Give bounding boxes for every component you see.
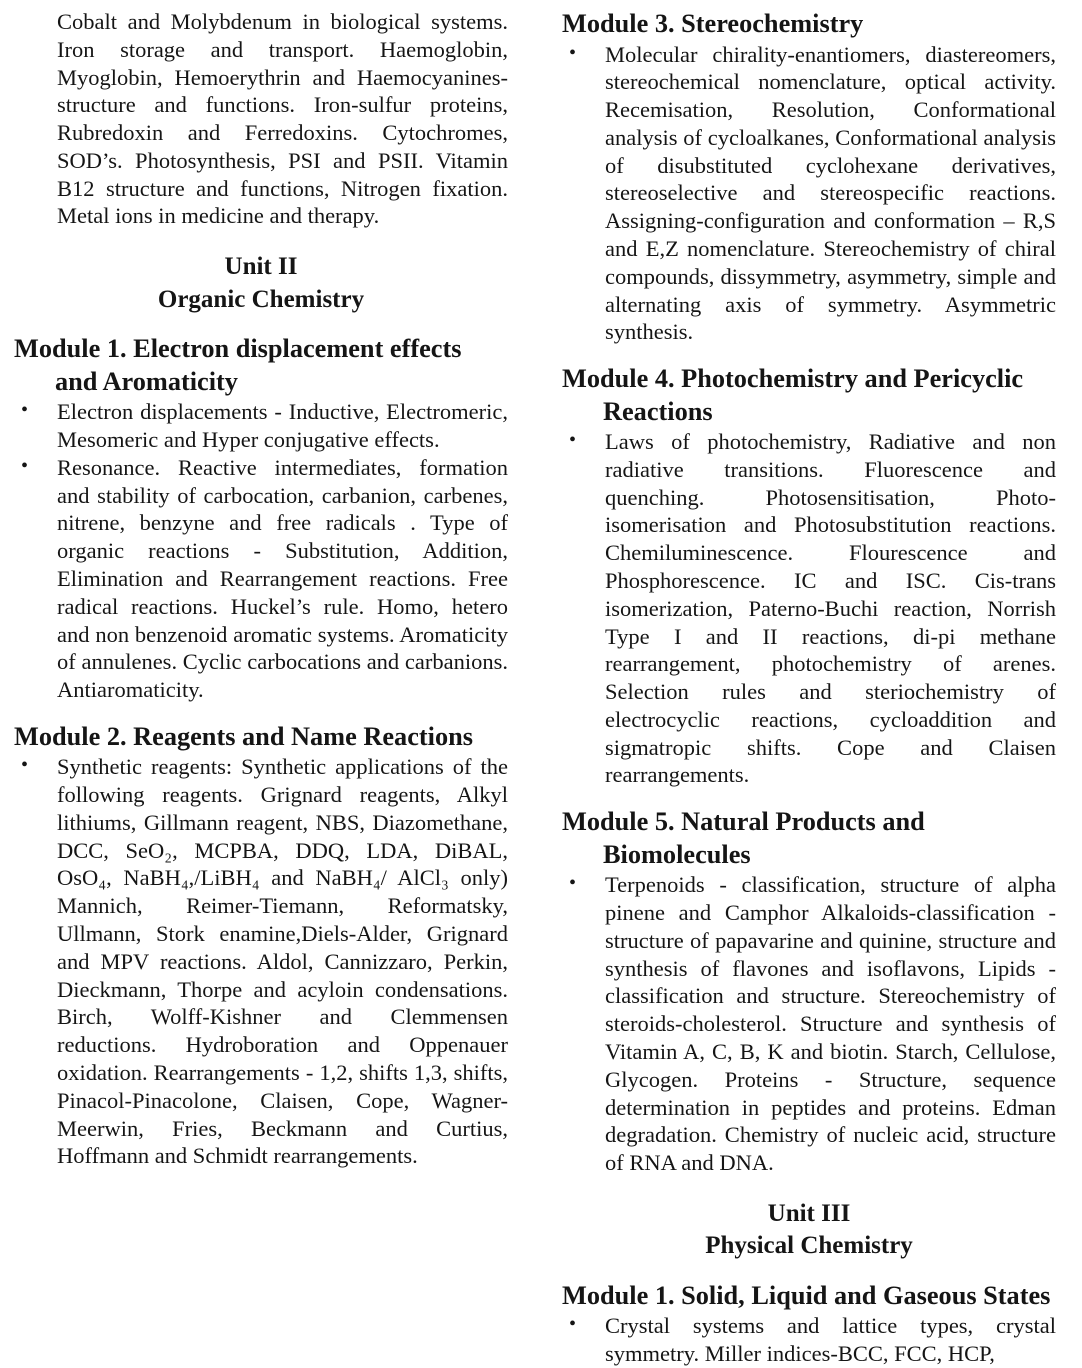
unit-subtitle: Physical Chemistry <box>705 1232 913 1260</box>
unit-title: Unit III <box>767 1199 851 1227</box>
module-heading-module3: Module 3. Stereochemistry <box>562 9 864 38</box>
bullet-icon: • <box>569 1313 577 1336</box>
list-item <box>562 1312 1056 1368</box>
bullet-text: Electron displacements - Inductive, Electromeric, Mesomeric and Hyper conjugative effects. <box>57 399 508 453</box>
bullet-icon: • <box>21 754 29 777</box>
bullet-text: Synthetic reagents: Synthetic applications of the following reagents. Grignard reagents, Alkyl lithiums, Gillmann reagent, NBS, Diazomethane, DCC, SeO₂, MCPBA, DDQ, LDA, DiBAL, OsO₄, NaBH₄,/LiBH₄ and NaBH₄/ AlCl₃ only) Mannich, Reimer-Tiemann, Reformatsky, Ullmann, Stork enamine,Diels-Alder, Grignard and MPV reactions. Aldol, Cannizzaro, Perkin, Dieckmann, Thorpe and acyloin condensations. Birch, Wolff-Kishner and Clemmensen reductions. Hydroboration and Oppenauer oxidation. Rearrangements - 1,2, shifts 1,3, shifts, Pinacol-Pinacolone, Claisen, Cope, Wagner- Meerwin, Fries, Beckmann and Curtius, Hoffmann and Schmidt rearrangements. <box>57 754 508 1169</box>
module-heading-module5: Module 5. Natural Products and Biomolecules <box>562 807 925 869</box>
bullet-icon: • <box>569 872 577 895</box>
bullet-text: Molecular chirality-enantiomers, diastereomers, stereochemical nomenclature, optical activity. Recemisation, Resolution, Conformational analysis of cycloalkanes, Conformational analysis of disubstituted cyclohexane derivatives, stereoselective and stereospecific reactions. Assigning-configuration and conformation – R,S and E,Z nomenclature. Stereochemistry of chiral compounds, dissymmetry, asymmetry, simple and alternating axis of symmetry. Asymmetric synthesis. <box>605 41 1056 345</box>
module-heading-module2: Module 2. Reagents and Name Reactions <box>14 721 473 751</box>
bullet-icon: • <box>21 399 29 422</box>
list-item <box>562 41 1056 347</box>
list-item <box>562 428 1056 789</box>
bullet-text: Laws of photochemistry, Radiative and non radiative transitions. Fluorescence and quenching. Photosensitisation, Photo-isomerisation and Photosubstitution reactions. Chemiluminescence. Flourescence and Phosphorescence. IC and ISC. Cis-trans isomerization, Paterno-Buchi reaction, Norrish Type I and II reactions, di-pi methane rearrangement, photochemistry of arenes. Selection rules and steriochemistry of electrocyclic reactions, cycloaddition and sigmatropic shifts. Cope and Claisen rearrangements. <box>605 429 1056 788</box>
bullet-icon: • <box>569 429 577 452</box>
module-heading-pc-module1: Module 1. Solid, Liquid and Gaseous States <box>562 1280 1051 1310</box>
list-item <box>562 871 1056 1177</box>
unit-subtitle: Organic Chemistry <box>157 285 365 313</box>
unit-title: Unit II <box>224 253 298 281</box>
bullet-icon: • <box>21 454 29 477</box>
list-item <box>14 753 508 1170</box>
bullet-text: Crystal systems and lattice types, crystal symmetry. Miller indices-BCC, FCC, HCP, <box>605 1313 1056 1367</box>
module-heading-module1: Module 1. Electron displacement effects and Aromaticity <box>14 334 462 396</box>
list-item <box>14 398 508 454</box>
left-column <box>14 8 508 1368</box>
intro-paragraph: Cobalt and Molybdenum in biological systems. Iron storage and transport. Haemoglobin, Myoglobin, Hemoerythrin and Haemocyanines- structure and functions. Iron-sulfur proteins, Rubredoxin and Ferredoxins. Cytochromes, SOD’s. Photosynthesis, PSI and PSII. Vitamin B12 structure and functions, Nitrogen fixation. Metal ions in medicine and therapy. <box>57 9 508 229</box>
bullet-text: Terpenoids - classification, structure of alpha pinene and Camphor Alkaloids-classification - structure of papavarine and quinine, structure and synthesis of flavones and isoflavons, Lipids - classification and structure. Stereochemistry of steroids-cholesterol. Structure and synthesis of Vitamin A, C, B, K and biotin. Starch, Cellulose, Glycogen. Proteins - Structure, sequence determination in peptides and proteins. Edman degradation. Chemistry of nucleic acid, structure of RNA and DNA. <box>605 872 1056 1176</box>
bullet-icon: • <box>569 41 577 64</box>
unit-heading-unit3 <box>562 1198 1056 1263</box>
right-column <box>562 8 1056 1368</box>
unit-heading-unit2 <box>14 251 508 316</box>
bullet-text: Resonance. Reactive intermediates, formation and stability of carbocation, carbanion, carbenes, nitrene, benzyne and free radicals . Type of organic reactions - Substitution, Addition, Elimination and Rearrangement reactions. Free radical reactions. Huckel’s rule. Homo, hetero and non benzenoid aromatic systems. Aromaticity of annulenes. Cyclic carbocations and carbanions. Antiaromaticity. <box>57 454 508 703</box>
list-item <box>14 454 508 704</box>
module-heading-module4: Module 4. Photochemistry and Pericyclic Reactions <box>562 364 1024 426</box>
